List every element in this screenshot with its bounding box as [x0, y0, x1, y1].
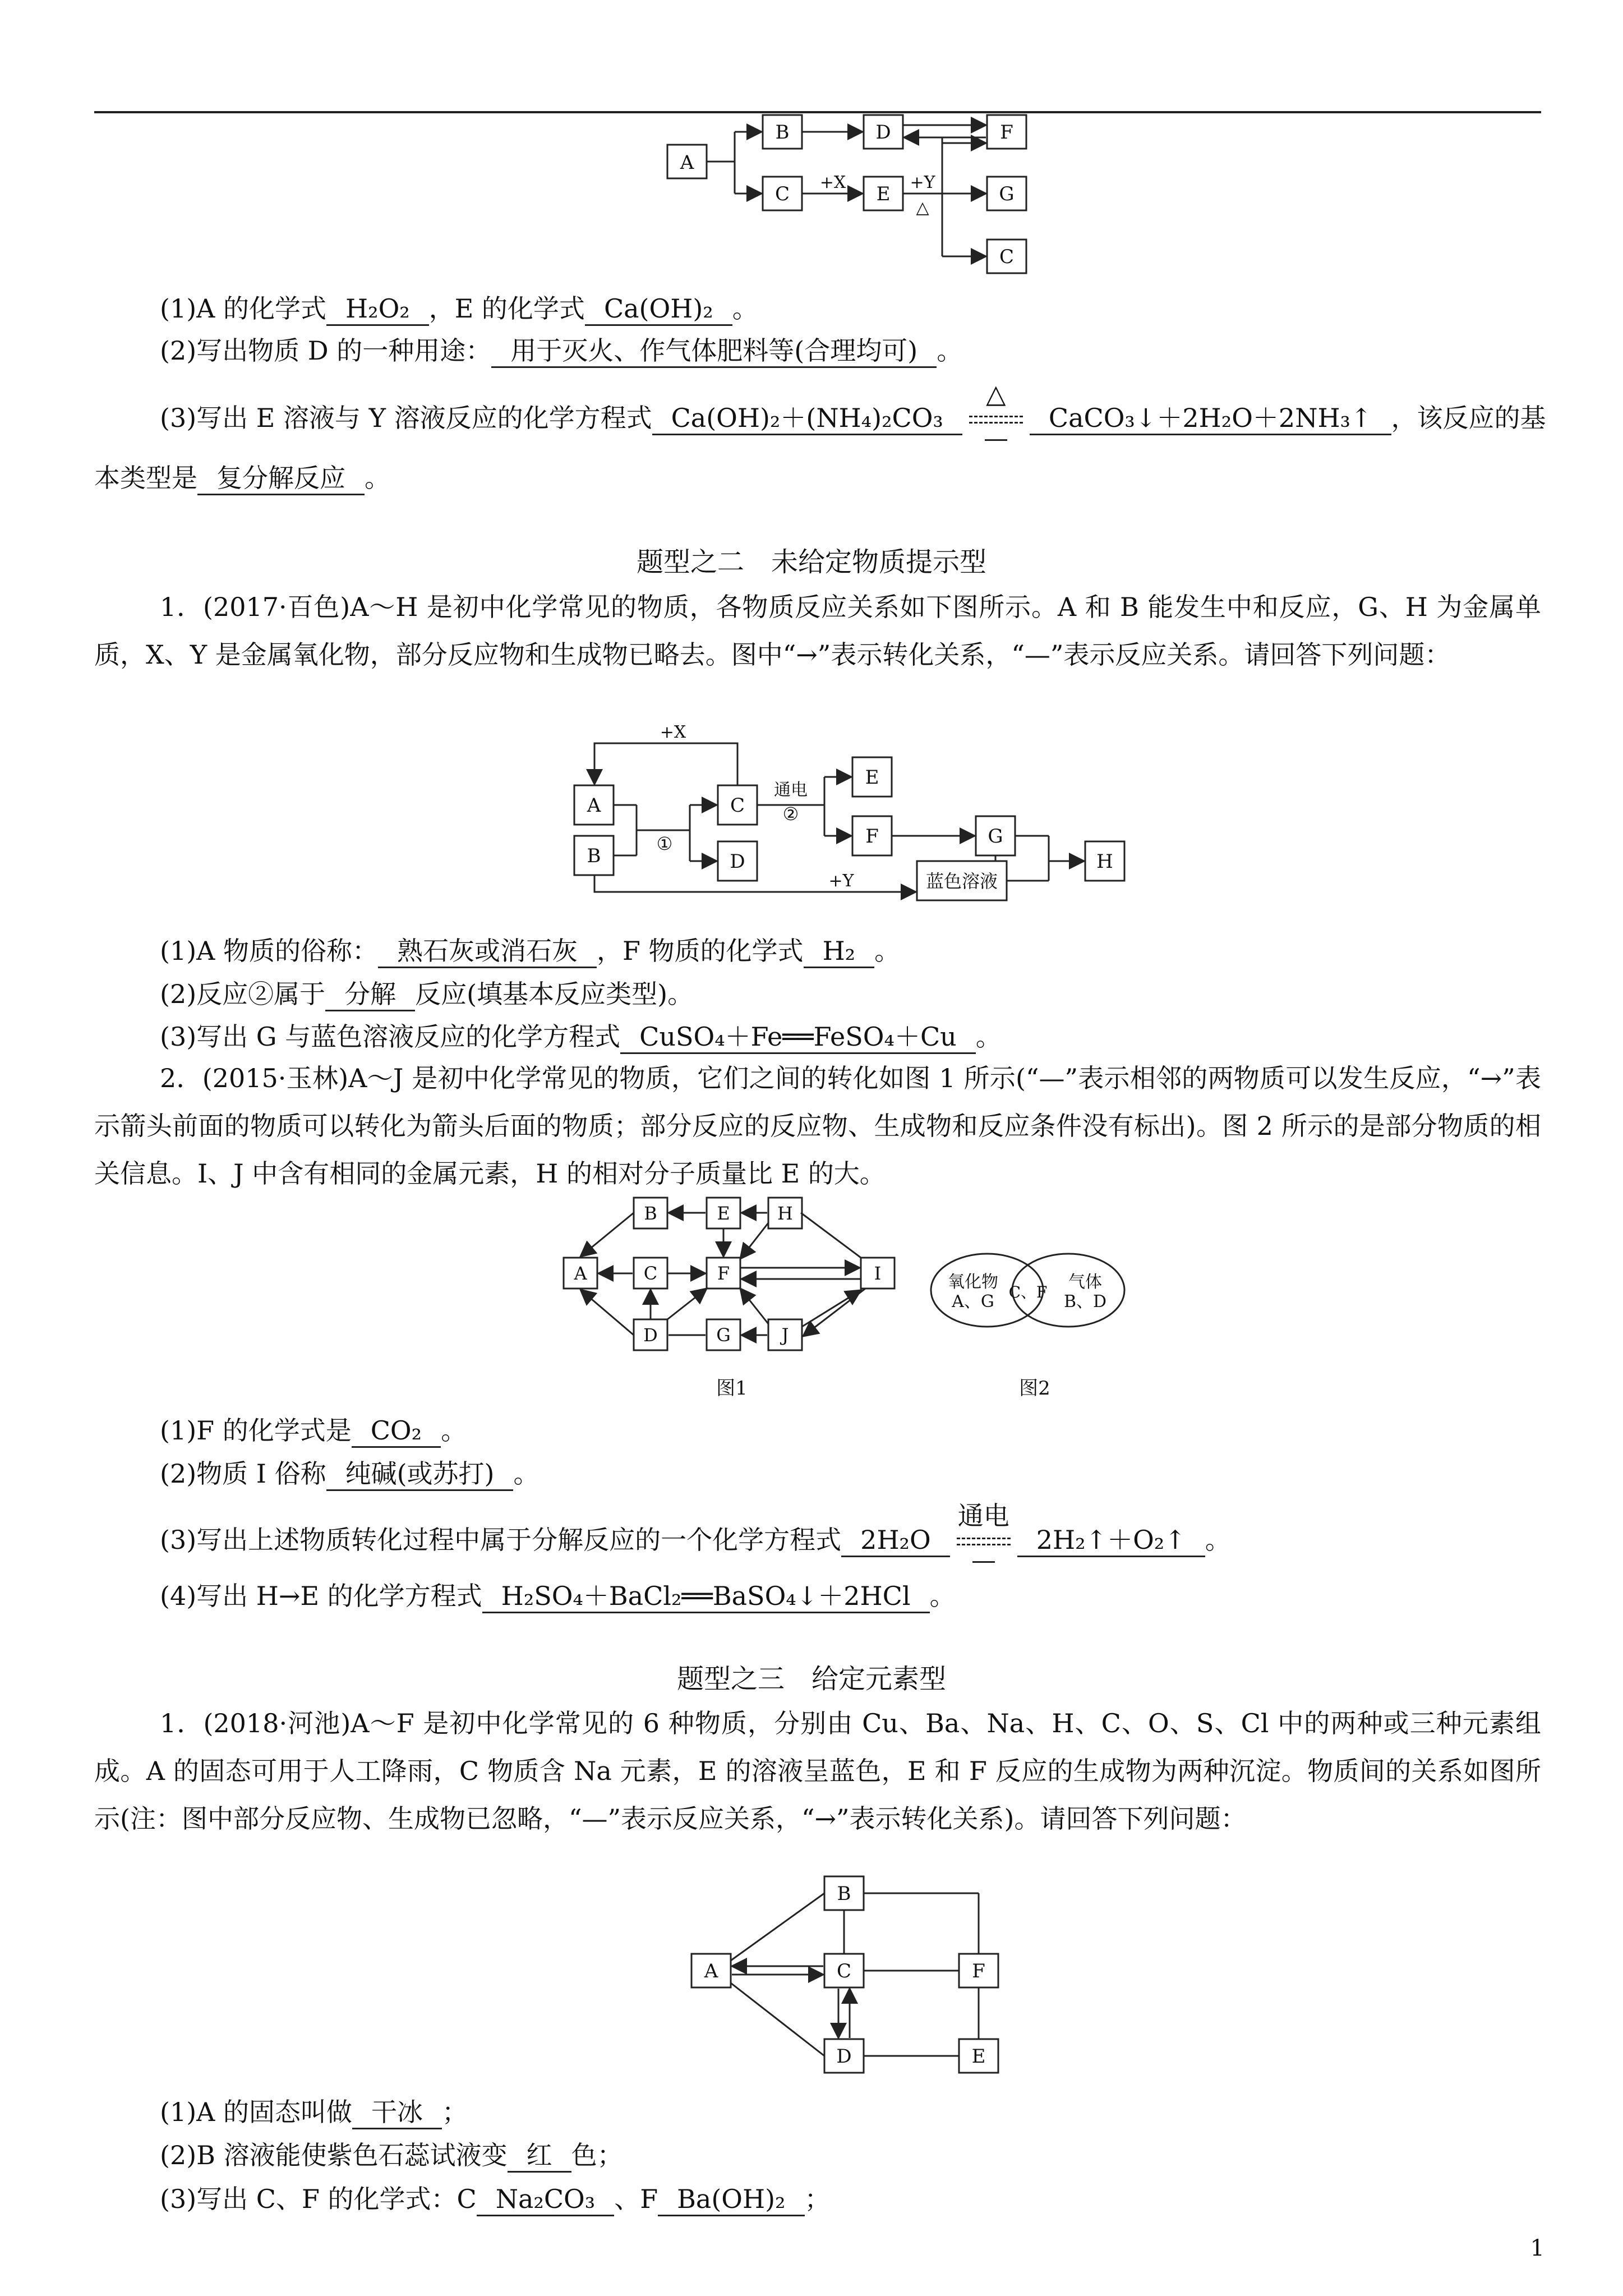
answer-equation-right: CaCO₃↓＋2H₂O＋2NH₃↑: [1030, 402, 1391, 435]
d1-node-a: A: [680, 151, 694, 174]
venn-left-label: 氧化物: [948, 1272, 998, 1292]
d1-label-y: +Y: [910, 173, 935, 192]
s2-answer-3: (3)写出 G 与蓝色溶液反应的化学方程式 CuSO₄＋Fe══FeSO₄＋Cu 。: [160, 1020, 1002, 1054]
s2-b-answer-1: (1)F 的化学式是 CO₂ 。: [160, 1414, 467, 1448]
answer-e-formula: Ca(OH)₂: [585, 293, 732, 326]
d3-node-b: B: [644, 1203, 657, 1224]
q1-line-1: (1)A 的化学式 H₂O₂ ，E 的化学式 Ca(OH)₂ 。: [160, 292, 758, 326]
section-3-problem-1: 1．(2018·河池)A～F 是初中化学常见的 6 种物质，分别由 Cu、Ba、Na、H、C、O、S、Cl 中的两种或三种元素组成。A 的固态可用于人工降雨，C 物质含 Na 元素，E 的溶液呈蓝色，E 和 F 反应的生成物为两种沉淀。物质间的关系如图所示(注：图中部分反应物、生成物已忽略，“—”表示反应关系，“→”表示转化关系)。请回答下列问题：: [94, 1708, 1541, 1834]
d1-node-c: C: [774, 183, 790, 205]
diagram-2: [566, 724, 1161, 909]
d2-node-e: E: [865, 766, 879, 789]
d2-node-g: G: [988, 825, 1003, 848]
d1-label-x: +X: [819, 173, 846, 192]
d2-node-c: C: [730, 794, 745, 817]
d1-node-c2: C: [999, 246, 1015, 268]
d4-node-d: D: [836, 2045, 852, 2068]
d3-node-f: F: [717, 1263, 730, 1284]
d3-node-c: C: [643, 1263, 658, 1284]
d2-node-f: F: [865, 825, 879, 848]
d2-label-reaction-1: ①: [656, 833, 673, 854]
answer-a-common-name: 熟石灰或消石灰: [378, 935, 597, 968]
d1-node-d: D: [875, 121, 891, 144]
answer-c-formula: Na₂CO₃: [477, 2183, 614, 2216]
d2-node-b: B: [587, 845, 601, 867]
diagram-3-figure-1: [558, 1189, 906, 1386]
answer-f-formula-2: CO₂: [352, 1415, 441, 1448]
answer-a-solid-name: 干冰: [352, 2096, 442, 2129]
diagram-4: [681, 1871, 1046, 2078]
d2-node-d: D: [730, 850, 745, 873]
answer-g-equation: CuSO₄＋Fe══FeSO₄＋Cu: [620, 1021, 976, 1054]
d4-node-c: C: [836, 1960, 852, 1982]
s2-b-answer-3: (3)写出上述物质转化过程中属于分解反应的一个化学方程式 2H₂O 通电 2H₂↑＋O₂↑ 。: [160, 1523, 1231, 1559]
answer-reaction-2-type: 分解: [325, 978, 415, 1011]
d2-node-a: A: [587, 794, 601, 817]
s3-answer-2: (2)B 溶液能使紫色石蕊试液变 红 色；: [160, 2138, 623, 2173]
s2-b-answer-2: (2)物质 I 俗称 纯碱(或苏打) 。: [160, 1457, 539, 1491]
section-3-title: 题型之三 给定元素型: [676, 1663, 946, 1695]
d2-label-y: +Y: [828, 871, 854, 891]
d3-node-a: A: [574, 1263, 587, 1284]
d3-node-g: G: [716, 1324, 731, 1346]
diagram-1: [662, 109, 1054, 289]
page-number: 1: [1530, 2235, 1544, 2261]
answer-reaction-type: 复分解反应: [197, 462, 365, 495]
venn-left-items: A、G: [952, 1292, 994, 1312]
d4-node-e: E: [971, 2045, 986, 2068]
d3-node-h: H: [777, 1203, 793, 1224]
q1-line-3: (3)写出 E 溶液与 Y 溶液反应的化学方程式 Ca(OH)₂＋(NH₄)₂CO₃ △ CaCO₃↓＋2H₂O＋2NH₃↑ ，该反应的基: [160, 401, 1546, 437]
d1-node-b: B: [775, 121, 790, 144]
venn-right-label: 气体: [1068, 1272, 1102, 1292]
d2-node-h: H: [1096, 850, 1113, 873]
section-2-problem-1: 1．(2017·百色)A～H 是初中化学常见的物质，各物质反应关系如下图所示。A 和 B 能发生中和反应，G、H 为金属单质，X、Y 是金属氧化物，部分反应物和生成物已略去。图中“→”表示转化关系，“—”表示反应关系。请回答下列问题：: [94, 592, 1541, 670]
d3-node-i: I: [874, 1263, 882, 1284]
venn-middle-items: C、F: [1008, 1283, 1048, 1301]
diagram-3-figure-2: [925, 1248, 1138, 1338]
s2-answer-2: (2)反应②属于 分解 反应(填基本反应类型)。: [160, 977, 693, 1011]
d2-label-reaction-2: ②: [782, 803, 799, 825]
heat-condition: △: [962, 403, 1030, 437]
answer-d-use: 用于灭火、作气体肥料等(合理均可): [491, 335, 937, 368]
d4-node-b: B: [837, 1883, 851, 1905]
figure-2-caption: 图2: [1019, 1377, 1050, 1400]
d1-node-e: E: [876, 183, 891, 205]
d3-node-j: J: [781, 1324, 789, 1346]
d3-node-e: E: [717, 1203, 730, 1224]
answer-litmus-color: 红: [508, 2139, 571, 2173]
answer-equation-left: Ca(OH)₂＋(NH₄)₂CO₃: [652, 402, 962, 435]
s2-answer-1: (1)A 物质的俗称： 熟石灰或消石灰 ，F 物质的化学式 H₂ 。: [160, 934, 900, 968]
figure-1-caption: 图1: [716, 1377, 748, 1400]
answer-h-to-e-equation: H₂SO₄＋BaCl₂══BaSO₄↓＋2HCl: [482, 1580, 930, 1613]
d2-node-blue-solution: 蓝色溶液: [925, 871, 998, 892]
answer-a-formula: H₂O₂: [326, 293, 429, 326]
d1-node-f: F: [1000, 121, 1013, 144]
d3-node-d: D: [643, 1324, 658, 1346]
answer-decomposition-left: 2H₂O: [841, 1524, 950, 1557]
d1-label-heat: △: [916, 198, 929, 218]
s3-answer-3: (3)写出 C、F 的化学式：C Na₂CO₃ 、F Ba(OH)₂ ；: [160, 2182, 831, 2216]
d2-label-x: +X: [660, 724, 686, 742]
q1-line-2: (2)写出物质 D 的一种用途： 用于灭火、作气体肥料等(合理均可) 。: [160, 334, 962, 368]
d2-label-electrolysis: 通电: [774, 780, 808, 800]
s2-b-answer-4: (4)写出 H→E 的化学方程式 H₂SO₄＋BaCl₂══BaSO₄↓＋2HCl 。: [160, 1579, 956, 1613]
section-2-problem-2: 2．(2015·玉林)A～J 是初中化学常见的物质，它们之间的转化如图 1 所示(“—”表示相邻的两物质可以发生反应，“→”表示箭头前面的物质可以转化为箭头后面的物质；部分反应的反应物、生成物和反应条件没有标出)。图 2 所示的是部分物质的相关信息。I、J 中含有相同的金属元素，H 的相对分子质量比 E 的大。: [94, 1063, 1541, 1189]
s3-answer-1: (1)A 的固态叫做 干冰 ；: [160, 2095, 468, 2129]
answer-f-formula: H₂: [804, 935, 875, 968]
d4-node-f: F: [972, 1960, 985, 1982]
venn-right-items: B、D: [1063, 1292, 1107, 1312]
section-2-title: 题型之二 未给定物质提示型: [636, 546, 986, 578]
q1-line-4: 本类型是 复分解反应 。: [94, 461, 390, 495]
d4-node-a: A: [704, 1960, 718, 1982]
answer-f-formula-3: Ba(OH)₂: [658, 2183, 804, 2216]
electrolysis-condition: 通电: [950, 1525, 1017, 1559]
answer-decomposition-right: 2H₂↑＋O₂↑: [1017, 1524, 1205, 1557]
d1-node-g: G: [999, 183, 1015, 205]
answer-i-common-name: 纯碱(或苏打): [326, 1458, 514, 1491]
